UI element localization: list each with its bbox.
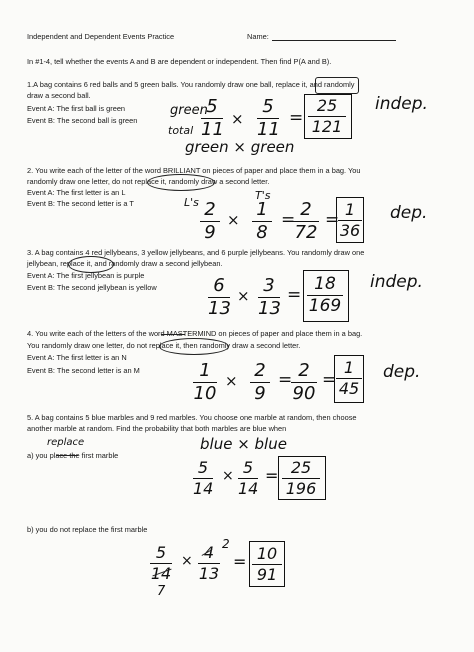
p2-ans-den: 36 [339, 221, 361, 240]
problem-3-event-b: Event B: The second jellybean is yellow [27, 283, 157, 292]
p4-times: × [225, 372, 238, 390]
p3-f1-num: 6 [213, 275, 225, 296]
worksheet-title: Independent and Dependent Events Practice [27, 32, 175, 41]
p5a-equals: = [265, 466, 279, 485]
p2-equals-2: = [325, 210, 340, 230]
p2-fraction-mid [293, 201, 319, 242]
p1-fraction-2 [257, 98, 279, 139]
p4-equals-2: = [322, 370, 337, 390]
problem-1-event-a: Event A: The first ball is green [27, 104, 126, 113]
problem-5-part-a: a) you place the first marble [27, 451, 119, 460]
p2-f2-num: 1 [256, 199, 268, 220]
p4-fraction-mid [291, 362, 317, 403]
p3-ans-num: 18 [314, 274, 336, 294]
problem-4-event-b: Event B: The second letter is an M [27, 366, 140, 375]
p4-mid-den: 90 [292, 383, 316, 404]
p2-f1-num: 2 [204, 199, 216, 220]
p5b-times: × [181, 553, 193, 569]
p3-verdict: indep. [370, 272, 423, 292]
p5a-fraction-1 [193, 460, 213, 497]
p1-ans-num: 25 [316, 96, 338, 115]
p5a-times: × [222, 468, 234, 484]
p3-answer [307, 276, 343, 315]
problem-2-event-a: Event A: The first letter is an L [27, 188, 126, 197]
p5a-ans-den: 196 [285, 479, 317, 498]
p2-f2-den: 8 [256, 222, 268, 243]
p2-mid-den: 72 [294, 222, 318, 243]
p4-ans-den: 45 [338, 379, 360, 398]
p4-fraction-1 [193, 362, 217, 403]
p1-answer [308, 98, 346, 135]
problem-1-event-b: Event B: The second ball is green [27, 116, 138, 125]
p3-answer-box [303, 270, 349, 322]
p1-answer-box [304, 94, 352, 139]
p4-f2-num: 2 [254, 360, 266, 381]
p5a-answer [282, 460, 320, 497]
p2-ans-num: 1 [344, 200, 356, 219]
p5a-f2-num: 5 [242, 458, 254, 477]
p1-equals: = [289, 108, 304, 128]
p1-verdict: indep. [375, 94, 428, 114]
name-line [272, 40, 396, 41]
do-not-replace-circle-2 [147, 174, 215, 191]
p5a-f1-den: 14 [193, 479, 214, 498]
p4-f1-num: 1 [199, 360, 211, 381]
p3-f1-den: 13 [208, 298, 231, 319]
replace-it-circle-3 [68, 256, 114, 273]
p4-f2-den: 9 [254, 383, 266, 404]
p5b-fraction-1 [150, 545, 172, 582]
strike-word [161, 334, 185, 335]
p2-answer-box [336, 197, 364, 243]
p2-mid-num: 2 [300, 199, 312, 220]
hw-note-green: green [170, 103, 208, 118]
p2-fraction-1 [200, 201, 220, 242]
p5-correction-replace: replace [47, 437, 85, 448]
p5b-equals: = [233, 552, 247, 571]
p2-note-ls: L's [184, 196, 199, 209]
p2-equals-1: = [281, 210, 296, 230]
p4-equals-1: = [278, 370, 293, 390]
problem-1-line-1: 1.A bag contains 6 red balls and 5 green balls. You randomly draw one ball, replace it, and randomly [27, 80, 355, 89]
p3-equals: = [287, 285, 302, 305]
problem-5-line-1: 5. A bag contains 5 blue marbles and 9 red marbles. You choose one marble at random, then choose [27, 413, 357, 422]
p4-fraction-2 [250, 362, 270, 403]
p1-f1-den: 11 [201, 119, 224, 140]
p5a-f1-num: 5 [197, 458, 209, 477]
p5b-f1-den-simplified: 7 [157, 584, 166, 599]
problem-3-line-2: jellybean, replace it, and randomly draw a second jellybean. [27, 259, 223, 268]
p4-verdict: dep. [383, 362, 421, 382]
p1-times: × [231, 110, 244, 128]
p1-fraction-1 [201, 98, 223, 139]
problem-3-event-a: Event A: The first jellybean is purple [27, 271, 145, 280]
p3-fraction-1 [208, 277, 230, 318]
problem-5-part-b: b) you do not replace the first marble [27, 525, 148, 534]
p4-answer [336, 360, 362, 397]
p4-answer-box [334, 355, 364, 403]
p5b-f2-num: 4 [203, 543, 215, 562]
p1-f2-num: 5 [262, 96, 274, 117]
p2-verdict: dep. [390, 203, 428, 223]
problem-2-event-b: Event B: The second letter is a T [27, 199, 134, 208]
p3-times: × [237, 287, 250, 305]
p3-ans-den: 169 [308, 296, 342, 316]
p2-note-ts: T's [255, 189, 271, 202]
p5b-ans-den: 91 [256, 565, 278, 584]
replace-it-circle-1 [315, 77, 359, 94]
problem-4-line-1: 4. You write each of the letters of the word MASTERMIND on pieces of paper and place them in a bag. [27, 329, 363, 338]
problem-1-line-2: draw a second ball. [27, 91, 91, 100]
problem-2-line-2: randomly draw one letter, do not replace it, randomly draw a second letter. [27, 177, 270, 186]
p1-ans-den: 121 [311, 117, 343, 136]
p1-f1-num: 5 [206, 96, 218, 117]
problem-5-line-2: another marble at random. Find the probability that both marbles are blue when [27, 424, 287, 433]
p5b-answer-box [249, 541, 285, 587]
problem-4-event-a: Event A: The first letter is an N [27, 353, 127, 362]
p5b-f1-num: 5 [155, 543, 167, 562]
p2-answer [338, 202, 362, 239]
problem-2-line-1: 2. You write each of the letter of the word BRILLIANT on pieces of paper and place them in a bag. You [27, 166, 361, 175]
p5b-answer [252, 546, 282, 583]
p5a-fraction-2 [238, 460, 258, 497]
p5b-f2-den: 13 [198, 564, 220, 583]
strike-place [56, 455, 78, 456]
p3-f2-num: 3 [263, 275, 275, 296]
p3-fraction-2 [258, 277, 280, 318]
p5a-f2-den: 14 [238, 479, 259, 498]
p5a-ans-num: 25 [290, 458, 312, 477]
do-not-replace-circle-4 [159, 338, 229, 355]
p5b-f1-den: 14 [150, 564, 172, 583]
problem-4-line-2: You randomly draw one letter, do not replace it, then randomly draw a second letter. [27, 341, 301, 350]
p4-f1-den: 10 [193, 383, 217, 404]
p5b-f2-num-simplified: 2 [222, 537, 230, 551]
p2-fraction-2 [252, 201, 272, 242]
p3-f2-den: 13 [258, 298, 281, 319]
hw-note-total: total [168, 124, 194, 137]
problem-3-line-1: 3. A bag contains 4 red jellybeans, 3 yellow jellybeans, and 6 purple jellybeans. You randomly draw one [27, 248, 365, 257]
p1-under-note: green × green [185, 138, 295, 156]
p5a-note: blue × blue [200, 435, 287, 453]
p5a-answer-box [278, 456, 326, 500]
p5b-ans-num: 10 [256, 544, 278, 563]
p2-times: × [227, 211, 240, 229]
p2-f1-den: 9 [204, 222, 216, 243]
p1-f2-den: 11 [257, 119, 280, 140]
instructions: In #1-4, tell whether the events A and B are dependent or independent. Then find P(A and B). [27, 57, 332, 66]
p4-mid-num: 2 [298, 360, 310, 381]
name-label: Name: [247, 32, 269, 41]
p4-ans-num: 1 [343, 358, 355, 377]
